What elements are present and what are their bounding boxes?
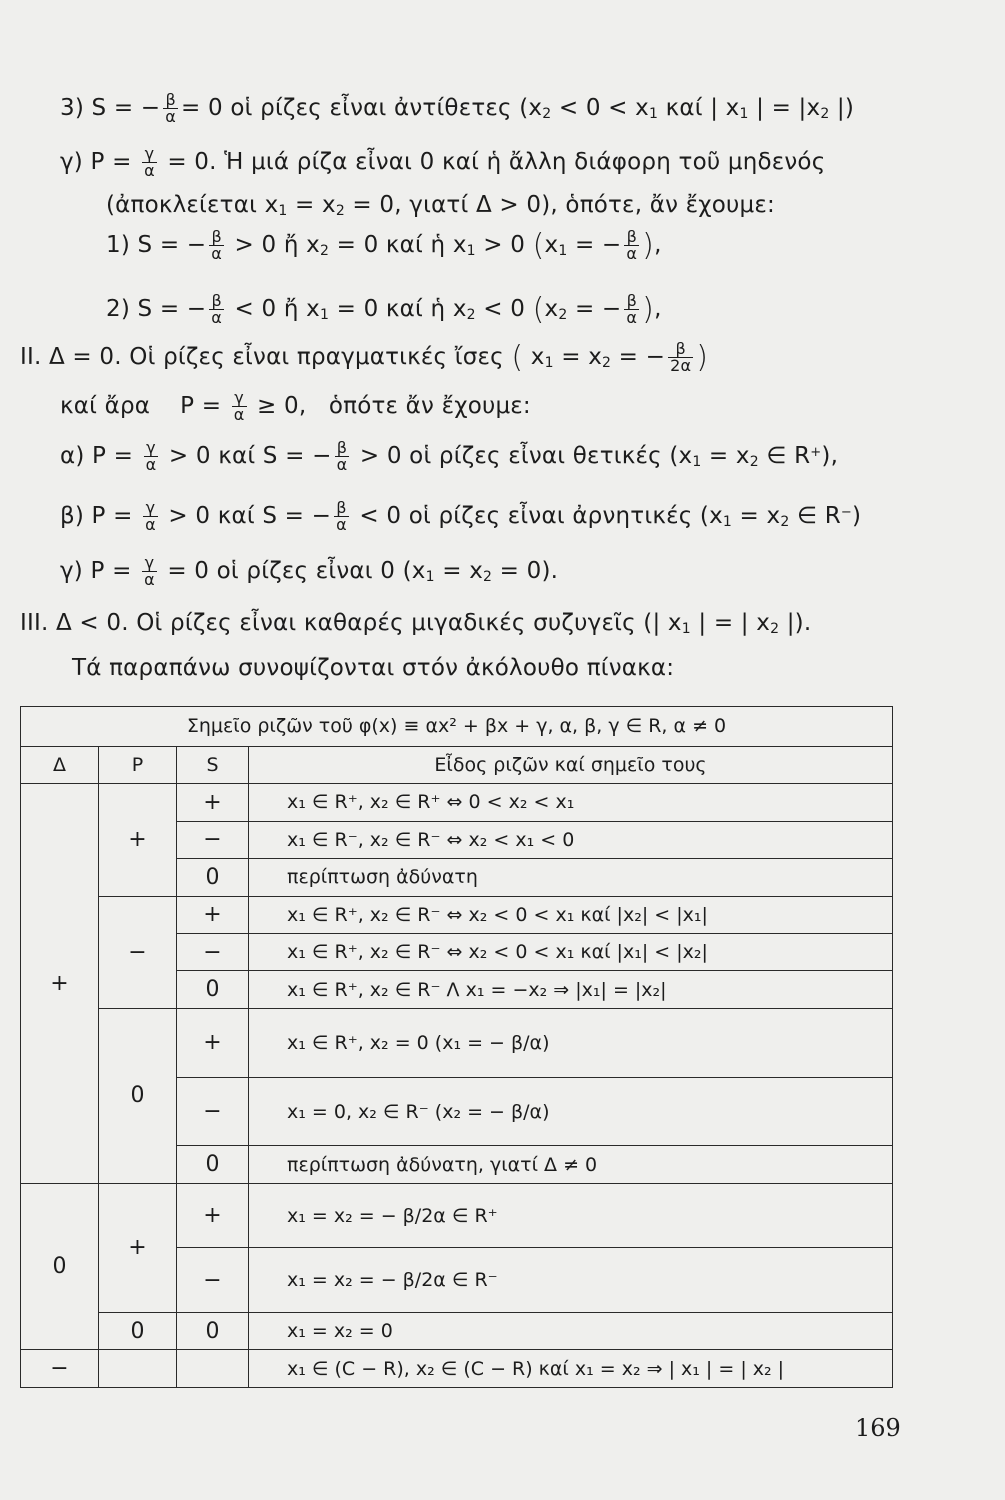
table-row: x₁ ∈ R⁺, x₂ ∈ R⁻ Λ x₁ = −x₂ ⇒ |x₁| = |x₂| — [249, 971, 893, 1008]
s-sign: − — [177, 1248, 249, 1313]
text-line-12: Τά παραπάνω συνοψίζονται στόν ἀκόλουθο πίνακα: — [72, 655, 675, 681]
s-sign: 0 — [177, 859, 249, 896]
table-title: Σημεῖο ριζῶν τοῦ φ(x) ≡ αx² + βx + γ, α, β, γ ∈ R, α ≠ 0 — [21, 707, 893, 747]
text-line-8: α) P = $\frac{\gamma}{\alpha}$ > 0 καί S = − $\frac{\beta}{\alpha}$ > 0 οἱ ρίζες εἶναι θετικές ($x_1 = x_2$ ∈ R+), — [60, 438, 839, 474]
s-sign: − — [177, 1077, 249, 1146]
s-sign: − — [177, 933, 249, 970]
table-row: x₁ ∈ R⁺, x₂ ∈ R⁺ ⇔ 0 < x₂ < x₁ — [249, 784, 893, 821]
delta-positive: + — [21, 784, 99, 1184]
table-row: x₁ = 0, x₂ ∈ R⁻ (x₂ = − β/α) — [249, 1077, 893, 1146]
table-row: x₁ = x₂ = − β/2α ∈ R⁺ — [249, 1183, 893, 1248]
text-line-3: (ἀποκλείεται $x_1 = x_2 = 0$, γιατί Δ > 0), ὁπότε, ἄν ἔχουμε: — [106, 192, 775, 219]
delta-zero: 0 — [21, 1183, 99, 1350]
table-row: x₁ ∈ (C − R), x₂ ∈ (C − R) καί x₁ = x₂ ⇒ | x₁ | = | x₂ | — [249, 1350, 893, 1388]
p-negative: − — [99, 896, 177, 1008]
text-line-7: καί ἄρα P = $\frac{\gamma}{\alpha}$ ≥ 0, ὁπότε ἄν ἔχουμε: — [60, 388, 531, 424]
table-row: περίπτωση ἀδύνατη — [249, 859, 893, 896]
p-zero-2: 0 — [99, 1312, 177, 1349]
s-sign: + — [177, 1183, 249, 1248]
s-sign: + — [177, 896, 249, 933]
text-line-1: 3) S = − $\frac{\beta}{\alpha}$ = 0 οἱ ρίζες εἶναι ἀντίθετες ($x_2 < 0 < x_1$ καί | $x_1$ | = $|x_2$ |) — [60, 90, 855, 126]
header-delta: Δ — [21, 746, 99, 783]
text-line-5: 2) S = − $\frac{\beta}{\alpha}$ < 0 ἤ $x_1 = 0$ καί ἡ $x_2 < 0$ ($x_2$ = − $\frac{\beta}{\alpha}$ ), — [106, 291, 662, 327]
text-line-6: ΙΙ. Δ = 0. Οἱ ρίζες εἶναι πραγματικές ἴσες ( $x_1 = x_2$ = − $\frac{\beta}{2\alpha}$ ) — [20, 339, 709, 375]
s-empty — [177, 1350, 249, 1388]
roots-sign-table — [20, 706, 893, 1388]
page-number: 169 — [855, 1414, 901, 1442]
s-sign: − — [177, 821, 249, 858]
table-row: περίπτωση ἀδύνατη, γιατί Δ ≠ 0 — [249, 1146, 893, 1183]
header-p: P — [99, 746, 177, 783]
table-row: x₁ = x₂ = 0 — [249, 1312, 893, 1349]
text-line-2: γ) P = $\frac{\gamma}{\alpha}$ = 0. Ἡ μιά ρίζα εἶναι 0 καί ἡ ἄλλη διάφορη τοῦ μηδενός — [60, 144, 826, 180]
table-row: x₁ ∈ R⁺, x₂ ∈ R⁻ ⇔ x₂ < 0 < x₁ καί |x₂| < |x₁| — [249, 896, 893, 933]
text-line-9: β) P = $\frac{\gamma}{\alpha}$ > 0 καί S = − $\frac{\beta}{\alpha}$ < 0 οἱ ρίζες εἶναι ἀρνητικές ($x_1 = x_2$ ∈ R−) — [60, 498, 862, 534]
s-sign: 0 — [177, 1312, 249, 1349]
p-zero: 0 — [99, 1008, 177, 1183]
table-row: x₁ ∈ R⁺, x₂ ∈ R⁻ ⇔ x₂ < 0 < x₁ καί |x₁| < |x₂| — [249, 933, 893, 970]
s-sign: + — [177, 1008, 249, 1077]
table-row: x₁ = x₂ = − β/2α ∈ R⁻ — [249, 1248, 893, 1313]
s-sign: 0 — [177, 971, 249, 1008]
text-line-11: ΙΙΙ. Δ < 0. Οἱ ρίζες εἶναι καθαρές μιγαδικές συζυγεῖς (| $x_1$ | = | $x_2$ |). — [20, 610, 812, 637]
text-line-4: 1) S = − $\frac{\beta}{\alpha}$ > 0 ἤ $x_2 = 0$ καί ἡ $x_1 > 0$ ($x_1$ = − $\frac{\beta}{\alpha}$ ), — [106, 227, 662, 263]
delta-negative: − — [21, 1350, 99, 1388]
s-sign: 0 — [177, 1146, 249, 1183]
text-line-10: γ) P = $\frac{\gamma}{\alpha}$ = 0 οἱ ρίζες εἶναι 0 $(x_1 = x_2 = 0)$. — [60, 553, 559, 589]
p-positive-2: + — [99, 1183, 177, 1312]
s-sign: + — [177, 784, 249, 821]
table-row: x₁ ∈ R⁺, x₂ = 0 (x₁ = − β/α) — [249, 1008, 893, 1077]
table-row: x₁ ∈ R⁻, x₂ ∈ R⁻ ⇔ x₂ < x₁ < 0 — [249, 821, 893, 858]
p-positive: + — [99, 784, 177, 896]
p-empty — [99, 1350, 177, 1388]
header-s: S — [177, 746, 249, 783]
header-kind: Εἶδος ριζῶν καί σημεῖο τους — [249, 746, 893, 783]
